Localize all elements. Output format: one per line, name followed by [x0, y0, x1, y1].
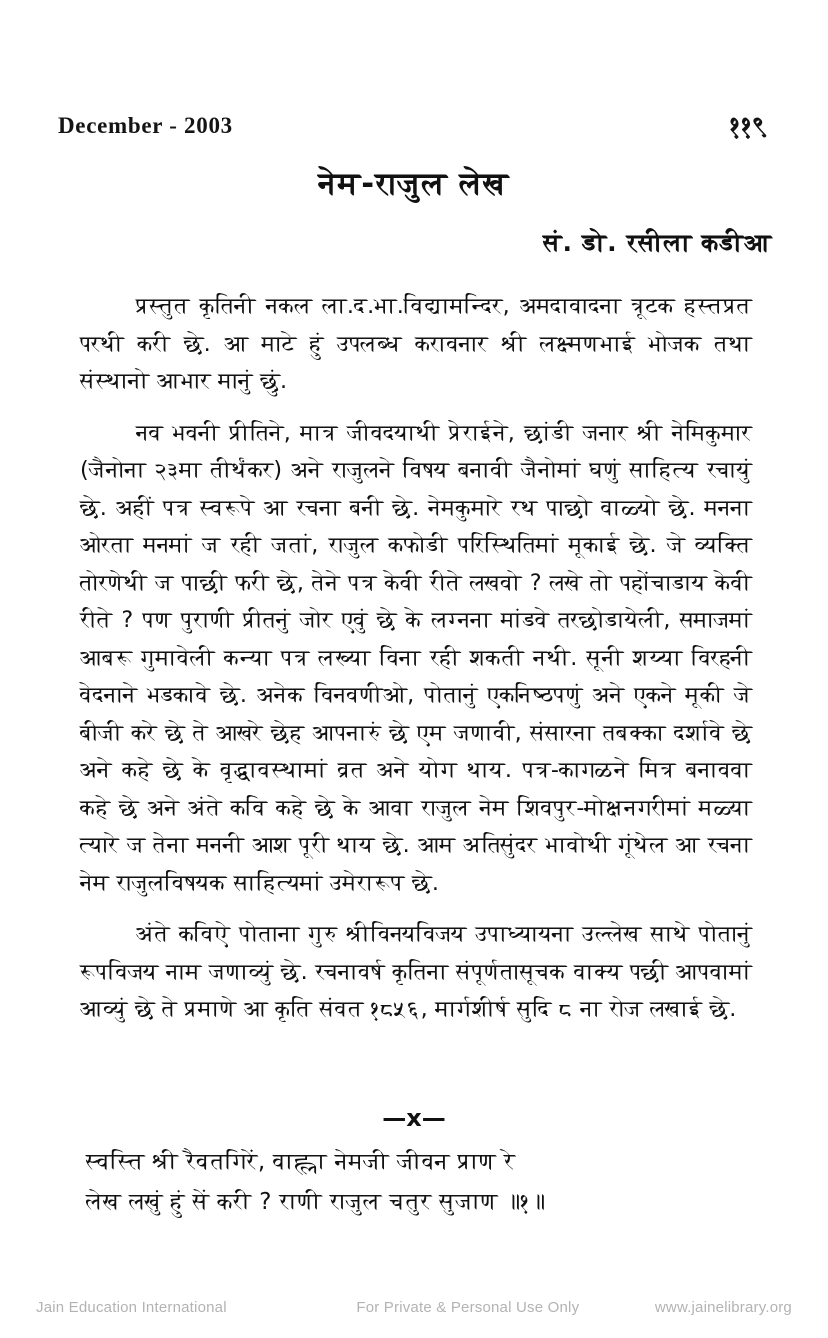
footer-usage-notice: For Private & Personal Use Only — [356, 1299, 580, 1316]
section-divider: —x— — [382, 1104, 446, 1132]
article-title: नेम-राजुल लेख — [318, 166, 510, 202]
issue-date: December - 2003 — [58, 113, 233, 138]
page-footer — [36, 1299, 792, 1316]
author-byline: सं. डो. रसीला कडीआ — [543, 228, 772, 257]
paragraph: अंते कविऐ पोताना गुरु श्रीविनयविजय उपाध्यायना उल्लेख साथे पोतानुं रूपविजय नाम जणाव्युं छे. रचनावर्ष कृतिना संपूर्णतासूचक वाक्य पछी आपवामां आव्युं छे ते प्रमाणे आ कृति संवत १८५६, मार्गशीर्ष सुदि ८ ना रोज लखाई छे. — [80, 921, 752, 1022]
footer-website: www.jainelibrary.org — [654, 1299, 792, 1316]
running-head — [58, 110, 770, 154]
verse-line: लेख लखुं हुं सें करी ? राणी राजुल चतुर सुजाण ॥१॥ — [86, 1189, 546, 1215]
verse-line: स्वस्ति श्री रैवतगिरें, वाह्ला नेमजी जीवन प्राण रे — [86, 1149, 516, 1175]
footer-organization: Jain Education International — [36, 1299, 227, 1316]
paragraph: नव भवनी प्रीतिने, मात्र जीवदयाथी प्रेराईने, छांडी जनार श्री नेमिकुमार (जैनोना २३मा तीर्थंकर) अने राजुलने विषय बनावी जैनोमां घणुं साहित्य रचायुं छे. अहीं पत्र स्वरूपे आ रचना बनी छे. नेमकुमारे रथ पाछो वाळ्यो छे. मनना ओरता मनमां ज रही जतां, राजुल कफोडी परिस्थितिमां मूकाई छे. जे व्यक्ति तोरणेथी ज पाछी फरी छे, तेने पत्र केवी रीते लखवो ? लखे तो पहोंचाडाय केवी रीते ? पण पुराणी प्रीतनुं जोर एवुं छे के लग्नना मांडवे तरछोडायेली, समाजमां आबरू गुमावेली कन्या पत्र लख्या विना रही शकती नथी. सूनी शय्या विरहनी वेदनाने भडकावे छे. अनेक विनवणीओ, पोतानुं एकनिष्ठपणुं अने एकने मूकी जे बीजी करे छे ते आखरे छेह आपनारुं छे एम जणावी, संसारना तबक्का दर्शावे छे अने कहे छे के वृद्धावस्थामां व्रत अने योग थाय. पत्र-कागळने मित्र बनाववा कहे छे अने अंते कवि कहे छे के आवा राजुल नेम शिवपुर-मोक्षनगरीमां मळ्या त्यारे ज तेना मननी आश पूरी थाय छे. आम अतिसुंदर भावोथी गूंथेल आ रचना नेम राजुलविषयक साहित्यमां उमेरारूप छे. — [80, 419, 752, 896]
closing-verse — [86, 1142, 776, 1222]
page-number: ११९ — [730, 110, 770, 139]
paragraph: प्रस्तुत कृतिनी नकल ला.द.भा.विद्यामन्दिर, अमदावादना त्रूटक हस्तप्रत परथी करी छे. आ माटे हुं उपलब्ध करावनार श्री लक्ष्मणभाई भोजक तथा संस्थानो आभार मानुं छुं. — [80, 293, 752, 394]
body-copy — [80, 288, 752, 1029]
